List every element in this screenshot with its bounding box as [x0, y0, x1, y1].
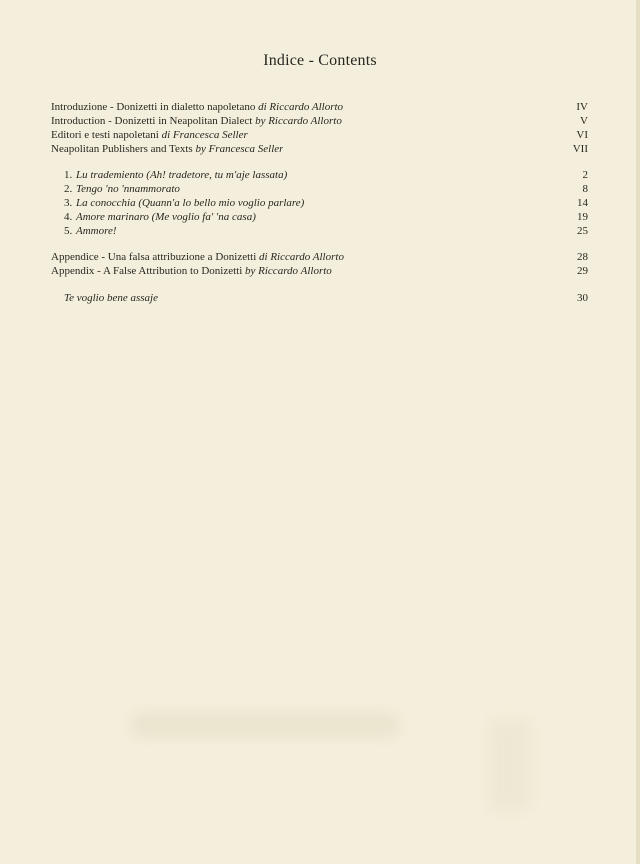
toc-page-number: 30: [577, 292, 588, 304]
song-title: Ammore!: [76, 225, 117, 237]
toc-entry-author: di Riccardo Allorto: [258, 101, 344, 113]
toc-entry-text: [51, 224, 117, 238]
toc-entry-publishers[interactable]: [51, 142, 588, 156]
toc-entry-title: Editori e testi napoletani: [51, 129, 162, 141]
song-number: 1.: [64, 169, 73, 181]
toc-entry-appendix[interactable]: [51, 264, 588, 278]
song-number: 4.: [64, 211, 73, 223]
toc-entry-title: Introduction - Donizetti in Neapolitan Dialect: [51, 115, 256, 127]
page-title: Indice - Contents: [263, 52, 377, 69]
toc-entry-text: [51, 210, 256, 224]
toc-entry-title: Appendice - Una falsa attribuzione a Donizetti: [51, 251, 260, 263]
song-number: 3.: [64, 197, 73, 209]
toc-entry-text: [51, 114, 342, 128]
song-title: La conocchia (Quann'a lo bello mio voglio parlare): [76, 197, 305, 209]
toc-entry-title: Te voglio bene assaje: [64, 292, 158, 304]
table-of-contents: [51, 100, 588, 305]
toc-entry-author: di Riccardo Allorto: [259, 251, 344, 263]
page-edge: [636, 0, 640, 864]
paper-stain-2: [490, 720, 530, 810]
toc-page-number: VII: [572, 143, 588, 155]
toc-page-number: 8: [582, 183, 588, 195]
toc-entry-introduction[interactable]: [51, 114, 588, 128]
song-title: Amore marinaro (Me voglio fa' 'na casa): [76, 211, 256, 223]
toc-entry-text: [51, 128, 248, 142]
toc-page-number: 29: [577, 265, 588, 277]
toc-page-number: 25: [577, 225, 588, 237]
toc-entry-text: [51, 100, 343, 114]
toc-page-number: 19: [577, 211, 588, 223]
toc-entry-title: Introduzione - Donizetti in dialetto napoletano: [51, 101, 259, 113]
toc-page-number: V: [580, 115, 588, 127]
toc-entry-text: [51, 196, 304, 210]
toc-entry-text: [51, 182, 180, 196]
toc-page-number: 14: [577, 197, 588, 209]
toc-entry-author: by Riccardo Allorto: [255, 115, 342, 127]
toc-entry-closing-song[interactable]: [51, 291, 588, 305]
toc-entry-title: Appendix - A False Attribution to Donizetti: [51, 265, 246, 277]
song-number: 2.: [64, 183, 73, 195]
toc-entry-author: by Francesca Seller: [195, 143, 284, 155]
toc-entry-text: [51, 250, 344, 264]
toc-page-number: IV: [576, 101, 588, 113]
toc-entry-appendice[interactable]: [51, 250, 588, 264]
toc-entry-text: [51, 168, 287, 182]
toc-song-5[interactable]: [51, 224, 588, 238]
song-title: Lu trademiento (Ah! tradetore, tu m'aje lassata): [76, 169, 288, 181]
toc-entry-editori[interactable]: [51, 128, 588, 142]
paper-stain: [130, 712, 400, 738]
toc-song-3[interactable]: [51, 196, 588, 210]
toc-entry-introduzione[interactable]: [51, 100, 588, 114]
song-number: 5.: [64, 225, 73, 237]
toc-page-number: VI: [576, 129, 588, 141]
toc-entry-text: [51, 142, 283, 156]
toc-entry-text: [51, 264, 332, 278]
toc-song-4[interactable]: [51, 210, 588, 224]
section-spacer: [51, 278, 588, 291]
toc-page-number: 28: [577, 251, 588, 263]
toc-song-2[interactable]: [51, 182, 588, 196]
toc-entry-title: Neapolitan Publishers and Texts: [51, 143, 196, 155]
toc-page-number: 2: [582, 169, 588, 181]
section-spacer: [51, 238, 588, 250]
toc-entry-author: di Francesca Seller: [161, 129, 248, 141]
section-spacer: [51, 156, 588, 168]
toc-song-1[interactable]: [51, 168, 588, 182]
song-title: Tengo 'no 'nnammorato: [76, 183, 180, 195]
toc-entry-author: by Riccardo Allorto: [245, 265, 332, 277]
